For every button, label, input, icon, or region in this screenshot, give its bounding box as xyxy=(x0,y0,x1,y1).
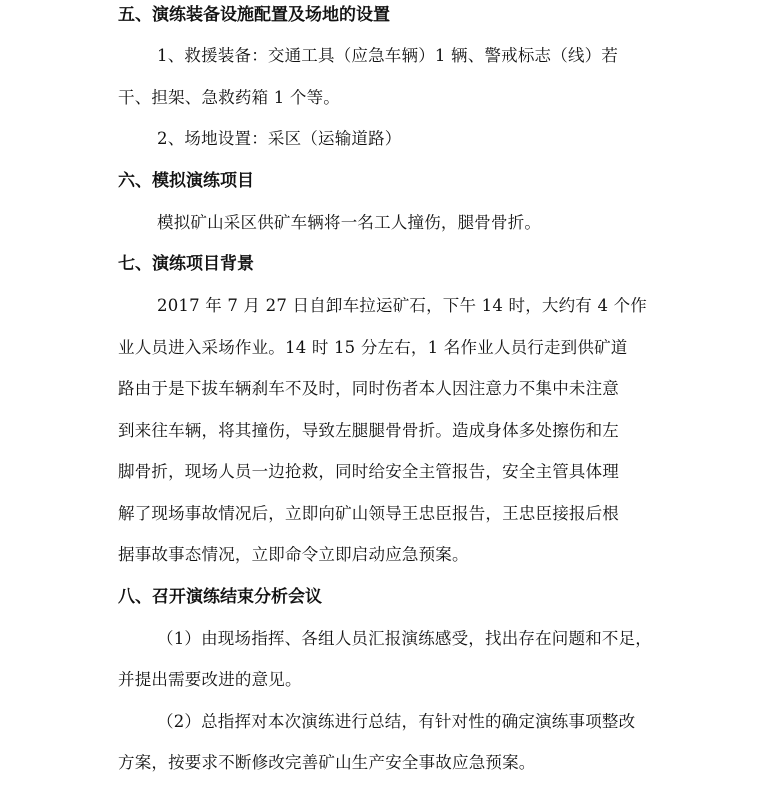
section-7-heading: 七、演练项目背景 xyxy=(118,254,254,274)
section-5-equipment-line-2: 干、担架、急救药箱 1 个等。 xyxy=(118,88,340,107)
section-6-heading: 六、模拟演练项目 xyxy=(118,171,254,191)
section-8-heading: 八、召开演练结束分析会议 xyxy=(118,587,322,607)
section-8-item-1-line-1: （1）由现场指挥、各组人员汇报演练感受，找出存在问题和不足， xyxy=(157,629,652,648)
section-7-line-4: 到来往车辆，将其撞伤，导致左腿腿骨骨折。造成身体多处擦伤和左 xyxy=(118,421,619,440)
section-7-line-6: 解了现场事故情况后，立即向矿山领导王忠臣报告，王忠臣接报后根 xyxy=(118,504,619,523)
section-7-line-1: 2017 年 7 月 27 日自卸车拉运矿石，下午 14 时，大约有 4 个作 xyxy=(157,296,647,315)
section-5-site-line: 2、场地设置：采区（运输道路） xyxy=(157,129,402,148)
section-5-equipment-line-1: 1、救援装备：交通工具（应急车辆）1 辆、警戒标志（线）若 xyxy=(157,46,619,65)
section-7-line-7: 据事故事态情况，立即命令立即启动应急预案。 xyxy=(118,545,469,564)
section-7-line-3: 路由于是下拔车辆刹车不及时，同时伤者本人因注意力不集中未注意 xyxy=(118,379,619,398)
section-7-line-2: 业人员进入采场作业。14 时 15 分左右，1 名作业人员行走到供矿道 xyxy=(118,338,628,357)
section-7-line-5: 脚骨折，现场人员一边抢救，同时给安全主管报告，安全主管具体理 xyxy=(118,462,619,481)
section-8-item-2-line-2: 方案，按要求不断修改完善矿山生产安全事故应急预案。 xyxy=(118,753,536,772)
section-8-item-1-line-2: 并提出需要改进的意见。 xyxy=(118,670,302,689)
section-8-item-2-line-1: （2）总指挥对本次演练进行总结，有针对性的确定演练事项整改 xyxy=(157,712,636,731)
section-6-text: 模拟矿山采区供矿车辆将一名工人撞伤，腿骨骨折。 xyxy=(157,213,542,232)
section-5-heading: 五、演练装备设施配置及场地的设置 xyxy=(118,5,390,25)
